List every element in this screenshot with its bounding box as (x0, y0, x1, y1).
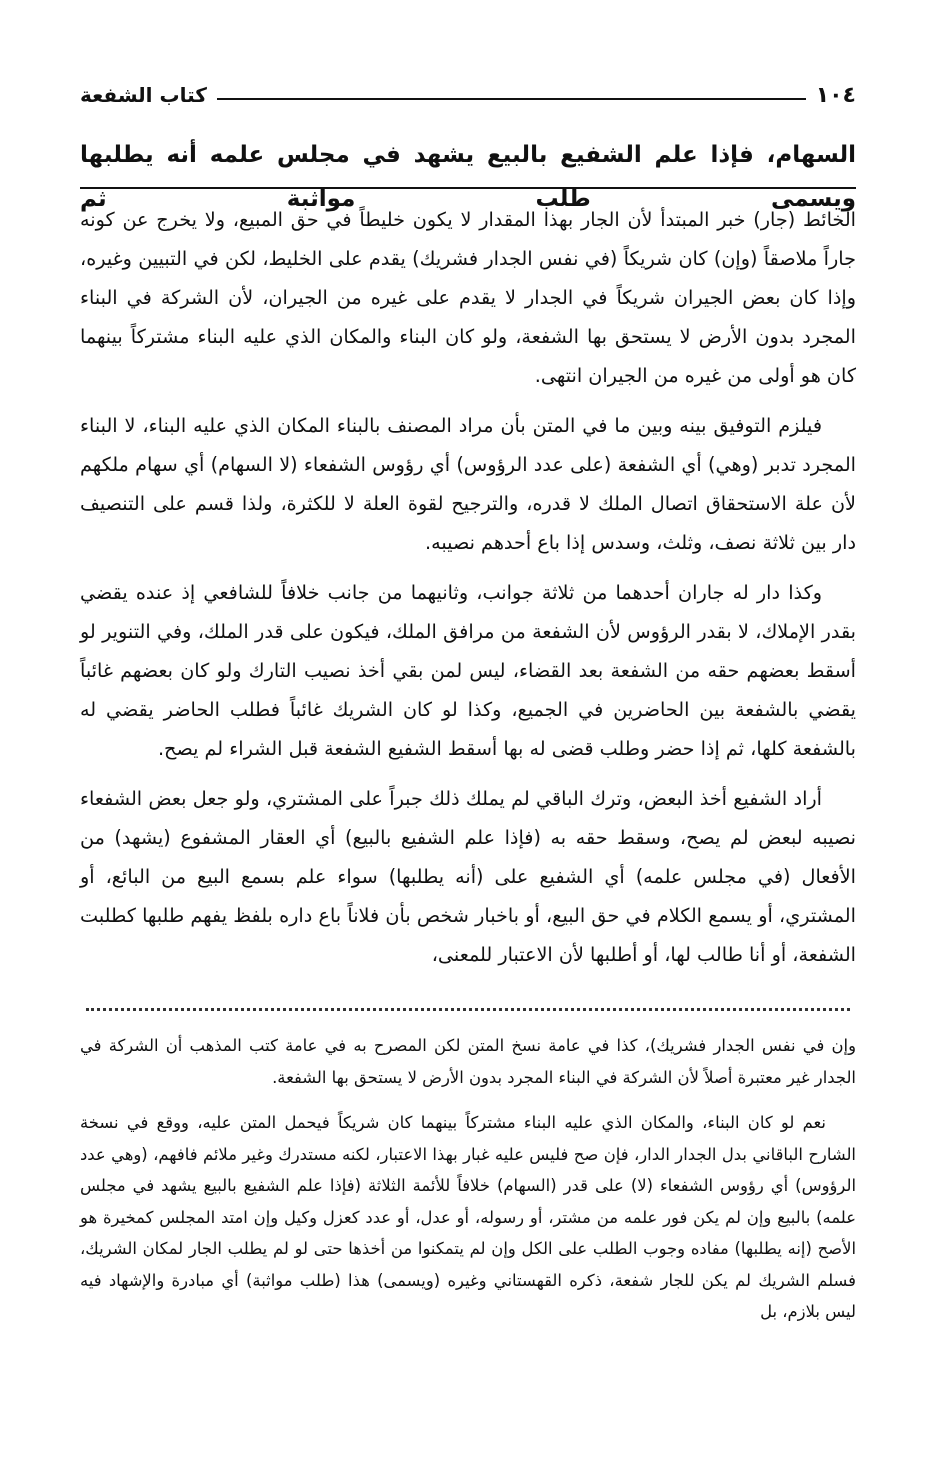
book-title: كتاب الشفعة (80, 83, 207, 107)
commentary-paragraph: وكذا دار له جاران أحدهما من ثلاثة جوانب، وثانيهما من جانب خلافاً للشافعي إذ عنده يقضي بقدر الإملاك، لا بقدر الرؤوس لأن الشفعة من مرافق الملك، فيكون على قدر الملك، وفي التنوير لو أسقط بعضهم حقه من الشفعة بعد القضاء، ليس لمن بقي أخذ نصيب التارك ولو كان بعضهم غائباً يقضي بالشفعة بين الحاضرين في الجميع، وكذا لو كان الشريك غائباً فطلب الحاضر يقضي له بالشفعة كلها، ثم إذا حضر وطلب قضى له بها أسقط الشفيع الشفعة قبل الشراء لم يصح. (80, 581, 856, 760)
commentary-paragraph: أراد الشفيع أخذ البعض، وترك الباقي لم يملك ذلك جبراً على المشتري، ولو جعل بعض الشفعاء نصيبه لبعض لم يصح، وسقط حقه به (فإذا علم الشفيع بالبيع) أي العقار المشفوع (يشهد) من الأفعال (في مجلس علمه) أي الشفيع على (أنه يطلبها) سواء علم بسمع البيع من البائع، أو المشتري، أو يسمع الكلام في حق البيع، أو باخبار شخص بأن فلاناً باع داره بلفظ يفهم طلبها كطلبت الشفعة، أو أنا طالب لها، أو أطلبها لأن الاعتبار للمعنى، (80, 787, 856, 966)
page-number: ١٠٤ (815, 82, 856, 108)
commentary-section (80, 200, 856, 974)
footnote-separator (86, 1008, 850, 1019)
matn-text: السهام، فإذا علم الشفيع بالبيع يشهد في مجلس علمه أنه يطلبها ويسمى طلب مواثبة ثم (80, 142, 856, 212)
footnote-paragraph: وإن في نفس الجدار فشريك)، كذا في عامة نسخ المتن لكن المصرح به في عامة كتب المذهب أن الشركة في الجدار غير معتبرة أصلاً لأن الشركة في البناء المجرد بدون الأرض لا يستحق بها الشفعة. (80, 1036, 856, 1087)
commentary-paragraph: الخائط (جار) خبر المبتدأ لأن الجار بهذا المقدار لا يكون خليطاً في حق المبيع، ولا يخرج عن كونه جاراً ملاصقاً (وإن) كان شريكاً (في نفس الجدار فشريك) يقدم على الخليط، لكن في التبيين وغيره، وإذا كان بعض الجيران شريكاً في الجدار لا يقدم على غيره من الجيران، لأن الشركة في البناء المجرد بدون الأرض لا يستحق بها الشفعة، ولو كان البناء والمكان الذي عليه البناء مشتركاً بينهما كان هو أولى من غيره من الجيران انتهى. (80, 208, 856, 387)
header-rule (217, 98, 806, 100)
footnote-section (80, 1030, 856, 1328)
page-header (80, 78, 856, 112)
matn-divider (80, 187, 856, 189)
commentary-paragraph: فيلزم التوفيق بينه وبين ما في المتن بأن مراد المصنف بالبناء المكان الذي عليه البناء، لا البناء المجرد تدبر (وهي) أي الشفعة (على عدد الرؤوس) أي رؤوس الشفعاء (لا السهام) أي سهام ملكهم لأن علة الاستحقاق اتصال الملك لا قدره، والترجيح لقوة العلة لا للكثرة، ولذا قسم على التنصيف دار بين ثلاثة نصف، وثلث، وسدس إذا باع أحدهم نصيبه. (80, 414, 856, 554)
footnote-paragraph: نعم لو كان البناء، والمكان الذي عليه البناء مشتركاً بينهما كان شريكاً فيحمل المتن عليه، ووقع في نسخة الشارح الباقاني بدل الجدار الدار، فإن صح فليس عليه غبار بهذا الاعتبار، لكنه مستدرك وغير ملائم فافهم، (وهي عدد الرؤوس) أي رؤوس الشفعاء (لا) على قدر (السهام) خلافاً للأئمة الثلاثة (فإذا علم الشفيع بالبيع يشهد في مجلس علمه) بالبيع وإن لم يكن فور علمه من مشتر، أو رسوله، أو عدل، أو عدد كعزل وكيل وإن امتد المجلس كمخيرة هو الأصح (إنه يطلبها) مفاده وجوب الطلب على الكل وإن لم يتمكنوا من أخذها حتى لو لم يطلب الجار لمكان الشريك، فسلم الشريك لم يكن للجار شفعة، ذكره القهستاني وغيره (ويسمى) هذا (طلب مواثبة) أي مبادرة والإشهاد فيه ليس بلازم، بل (80, 1113, 856, 1321)
